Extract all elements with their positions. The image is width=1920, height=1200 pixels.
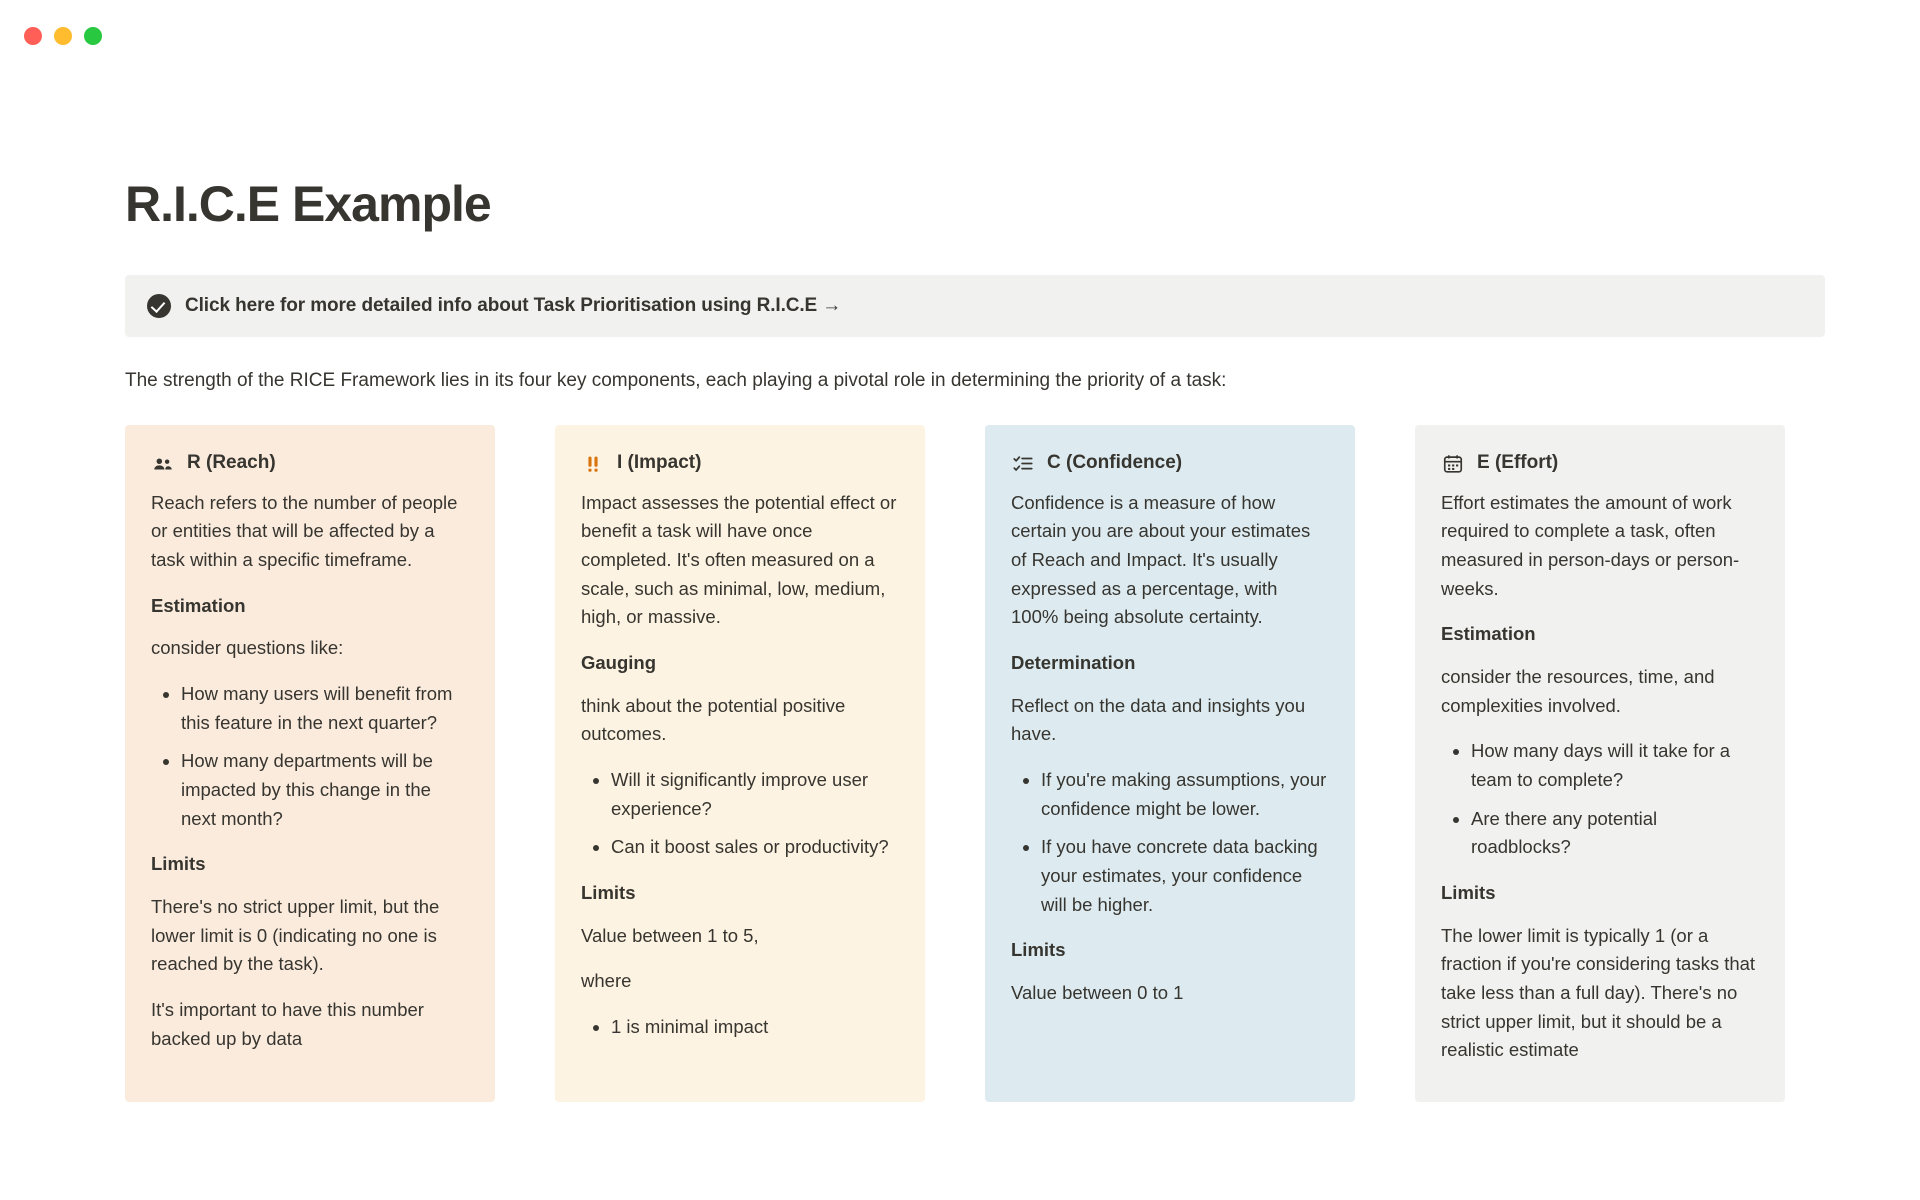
card-reach-header [151,451,467,476]
list-item: • 1 is minimal impact [611,1013,897,1042]
list-item: • If you're making assumptions, your confidence might be lower. [1041,766,1327,823]
window-titlebar [0,0,1920,72]
list-item: • How many departments will be impacted by this change in the next month? [181,747,467,833]
maximize-window-button[interactable] [84,27,102,45]
rice-columns [125,425,1825,1102]
card-impact-estimation-intro: think about the potential positive outcomes. [581,694,846,745]
card-effort-description: Effort estimates the amount of work required to complete a task, often measured in person-days or person-weeks. [1441,491,1740,599]
card-impact-limits-extra: where [581,970,632,992]
card-effort-title: E (Effort) [1477,451,1559,473]
exclamation-icon [581,452,605,476]
minimize-window-button[interactable] [54,27,72,45]
card-confidence [985,425,1355,1102]
card-effort [1415,425,1785,1102]
card-confidence-estimation-heading: Determination [1011,651,1136,673]
card-confidence-title: C (Confidence) [1047,451,1183,473]
list-item: • Can it boost sales or productivity? [611,833,897,862]
card-confidence-header [1011,451,1327,476]
card-confidence-description: Confidence is a measure of how certain you are about your estimates of Reach and Impact. It's usually expressed as a percentage, with 100% being absolute certainty. [1011,491,1311,628]
card-impact-limits-list [581,1013,897,1042]
card-confidence-estimation-list [1011,766,1327,919]
check-circle-icon [147,294,171,318]
traffic-light-controls [24,27,102,45]
card-reach-limits-heading: Limits [151,853,206,875]
document-page [0,177,1920,1102]
callout-link-block[interactable] [125,275,1825,337]
checklist-icon [1011,452,1035,476]
list-item: • How many users will benefit from this feature in the next quarter? [181,680,467,737]
card-confidence-estimation-intro: Reflect on the data and insights you have. [1011,694,1306,745]
list-item: • Will it significantly improve user experience? [611,766,897,823]
card-effort-estimation-heading: Estimation [1441,623,1536,645]
card-impact-estimation-list [581,766,897,862]
page-title: R.I.C.E Example [125,176,491,232]
card-effort-estimation-intro: consider the resources, time, and complexities involved. [1441,665,1715,716]
card-impact-description: Impact assesses the potential effect or benefit a task will have once completed. It's often measured on a scale, such as minimal, low, medium, high, or massive. [581,491,897,628]
callout-text: Click here for more detailed info about Task Prioritisation using R.I.C.E → [185,295,842,316]
card-impact-title: I (Impact) [617,451,702,473]
close-window-button[interactable] [24,27,42,45]
card-effort-header [1441,451,1757,476]
list-item: • Are there any potential roadblocks? [1471,805,1757,862]
card-reach-estimation-heading: Estimation [151,594,246,616]
card-confidence-limits-text: Value between 0 to 1 [1011,981,1184,1003]
card-effort-limits-text: The lower limit is typically 1 (or a fraction if you're considering tasks that take less than a full day). There's no strict upper limit, but it should be a realistic estimate [1441,924,1756,1061]
list-item: • If you have concrete data backing your estimates, your confidence will be higher. [1041,833,1327,919]
card-confidence-limits-heading: Limits [1011,939,1066,961]
card-impact-estimation-heading: Gauging [581,651,657,673]
card-impact-limits-text: Value between 1 to 5, [581,924,759,946]
card-impact-header [581,451,897,476]
card-impact [555,425,925,1102]
card-reach-estimation-list [151,680,467,833]
card-reach-limits-text: There's no strict upper limit, but the lower limit is 0 (indicating no one is reached by the task). [151,895,440,975]
card-impact-limits-heading: Limits [581,881,636,903]
card-effort-estimation-list [1441,737,1757,862]
card-reach [125,425,495,1102]
card-effort-limits-heading: Limits [1441,881,1496,903]
card-reach-limits-extra: It's important to have this number backed up by data [151,998,424,1049]
document-content [95,177,1825,1102]
intro-paragraph: The strength of the RICE Framework lies in its four key components, each playing a pivotal role in determining the priority of a task: [125,370,1227,391]
card-reach-description: Reach refers to the number of people or entities that will be affected by a task within a specific timeframe. [151,491,458,570]
calendar-icon [1441,452,1465,476]
card-reach-estimation-intro: consider questions like: [151,637,344,659]
list-item: • How many days will it take for a team to complete? [1471,737,1757,794]
card-reach-title: R (Reach) [187,451,276,473]
people-icon [151,452,175,476]
